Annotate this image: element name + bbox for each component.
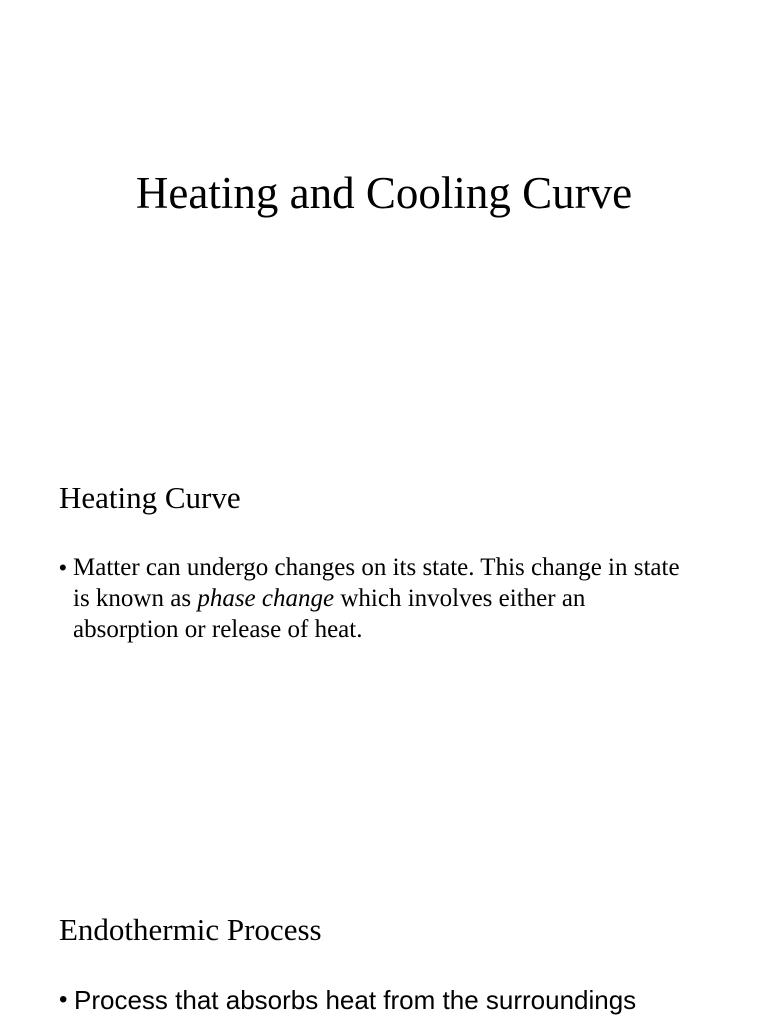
slide-endothermic-process <box>0 866 768 1024</box>
bullet-text: Process that absorbs heat from the surroundings <box>74 985 637 1015</box>
bullet-text-start: Matter can undergo changes on its state. This change in state is known as <box>73 554 680 612</box>
bullet-marker: • <box>59 986 68 1013</box>
bullet-text <box>73 552 693 645</box>
slide-title <box>0 0 768 434</box>
slide-heading-heating-curve: Heating Curve <box>59 480 241 515</box>
bullet-text-end: which involves either an absorption or release of heat. <box>73 585 586 643</box>
page-title: Heating and Cooling Curve <box>135 168 633 218</box>
bullet-marker: • <box>59 555 67 580</box>
slide-heading-endothermic: Endothermic Process <box>59 912 322 947</box>
slide-heating-curve <box>0 434 768 866</box>
bullet-item <box>59 982 759 1018</box>
bullet-item <box>59 552 699 645</box>
bullet-text-emphasis: phase change <box>197 585 335 612</box>
